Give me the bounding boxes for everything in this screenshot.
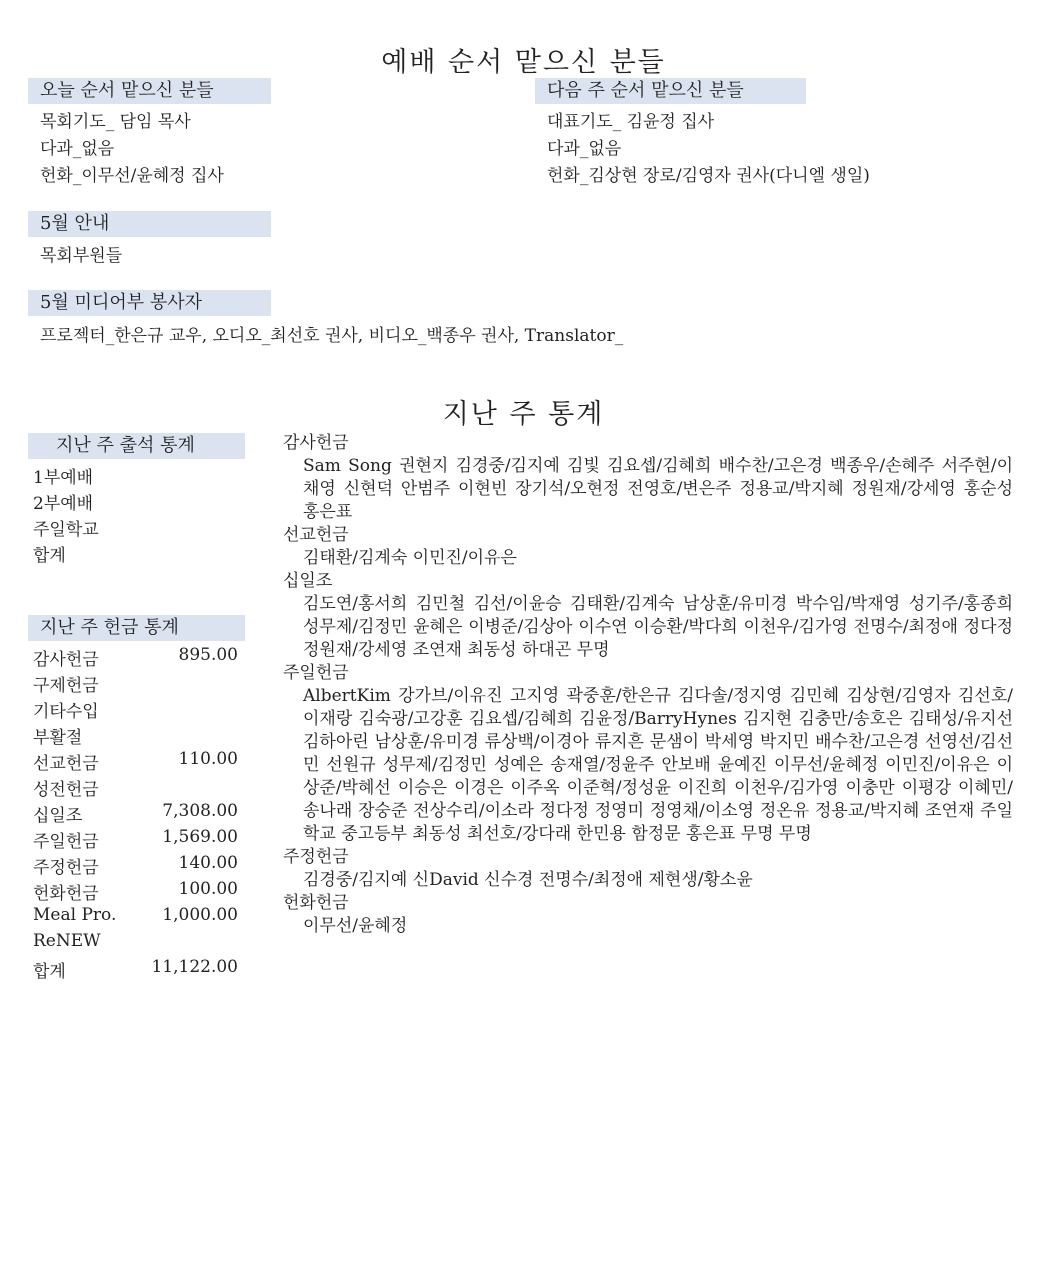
offering-row: [33, 801, 238, 827]
offering-row: [33, 697, 238, 723]
stats-title: 지난 주 통계: [442, 399, 605, 430]
donor-category-heading: 주정헌금: [283, 847, 349, 867]
offering-row: [33, 957, 238, 983]
donor-names: 김도연/홍서희 김민철 김선/이윤승 김태환/김계숙 남상훈/유미경 박수임/박재영 성기주/홍종희 성무제/김정민 윤혜은 이병준/김상아 이수연 이승환/박다희 이천우/김가영 전명수/최정애 정다정 정원재/강세영 조연재 최동성 하대곤 무명: [303, 594, 1013, 660]
donor-category-heading: 감사헌금: [283, 433, 349, 453]
offering-header: 지난 주 헌금 통계: [28, 615, 245, 641]
next-week-line-3: 헌화_김상현 장로/김영자 권사(다니엘 생일): [547, 166, 870, 186]
offering-label: 구제헌금: [33, 676, 99, 696]
next-week-line-1: 대표기도_ 김윤정 집사: [547, 112, 715, 132]
offering-value: 1,000.00: [162, 905, 238, 925]
offering-label: 기타수입: [33, 702, 99, 722]
offering-row: [33, 827, 238, 853]
offering-label: 합계: [33, 962, 66, 982]
attendance-row: 합계: [33, 546, 66, 566]
offering-label: 부활절: [33, 728, 83, 748]
offering-row: [33, 749, 238, 775]
attendance-row: 2부예배: [33, 494, 94, 514]
offering-value: 100.00: [178, 879, 238, 899]
offering-label: 십일조: [33, 806, 83, 826]
offering-value: 1,569.00: [162, 827, 238, 847]
offering-row: [33, 879, 238, 905]
offering-label: 선교헌금: [33, 754, 99, 774]
donor-names: 김태환/김계숙 이민진/이유은: [303, 548, 517, 568]
today-line-2: 다과_없음: [40, 139, 115, 159]
offering-row: [33, 645, 238, 671]
donor-category-heading: 헌화헌금: [283, 893, 349, 913]
donor-category-heading: 십일조: [283, 571, 333, 591]
offering-label: 성전헌금: [33, 780, 99, 800]
donor-names: 김경중/김지예 신David 신수경 전명수/최정애 제현생/황소윤: [303, 870, 753, 890]
attendance-header: 지난 주 출석 통계: [28, 433, 245, 459]
donor-list: [283, 432, 1013, 938]
offering-value: 7,308.00: [162, 801, 238, 821]
may-media-line-1: 프로젝터_한은규 교우, 오디오_최선호 권사, 비디오_백종우 권사, Translator_: [40, 326, 624, 346]
donor-names: 이무선/윤혜정: [303, 916, 408, 936]
next-week-header: 다음 주 순서 맡으신 분들: [535, 78, 806, 104]
may-notice-header: 5월 안내: [28, 211, 271, 237]
may-media-header: 5월 미디어부 봉사자: [28, 290, 271, 316]
offering-label: 감사헌금: [33, 650, 99, 670]
may-notice-line-1: 목회부원들: [40, 246, 123, 266]
donor-names: AlbertKim 강가브/이유진 고지영 곽중훈/한은규 김다솔/정지영 김민혜 김상현/김영자 김선호/이재랑 김숙광/고강훈 김요셉/김혜희 김윤정/BarryHynes 김지현 김충만/송호은 김태성/유지선 김하아린 남상훈/유미경 류상백/이경아 류지흔 문샘이 박세영 박지민 배수찬/고은경 선영선/김선민 선원규 성무제/김정민 성예은 송재열/정윤주 안보배 윤예진 이무선/윤혜정 이민진/이유은 이상준/박혜선 이승은 이경은 이주옥 이준혁/정성윤 이진희 이천우/김가영 이충만 이평강 이혜민/송나래 장숭준 전상수리/이소라 정다정 정영미 정영채/이소영 정온유 정용교/박지혜 조연재 주일학교 중고등부 최동성 최선호/강다래 한민용 함정문 홍은표 무명 무명: [303, 686, 1013, 844]
offering-row: [33, 853, 238, 879]
offering-row: [33, 905, 238, 931]
attendance-row: 1부예배: [33, 468, 94, 488]
offering-row: [33, 671, 238, 697]
today-line-3: 헌화_이무선/윤혜정 집사: [40, 166, 224, 186]
donor-category-heading: 주일헌금: [283, 663, 349, 683]
offering-row: [33, 931, 238, 957]
offering-row: [33, 775, 238, 801]
donor-category-heading: 선교헌금: [283, 525, 349, 545]
attendance-row: 주일학교: [33, 520, 99, 540]
offering-value: 140.00: [178, 853, 238, 873]
offering-label: 주일헌금: [33, 832, 99, 852]
offering-label: 주정헌금: [33, 858, 99, 878]
offering-value: 110.00: [178, 749, 238, 769]
donor-names: Sam Song 권현지 김경중/김지예 김빛 김요셉/김혜희 배수찬/고은경 백종우/손혜주 서주현/이채영 신현덕 안범주 이현빈 장기석/오현정 전영호/변은주 정용교/박지혜 정원재/강세영 홍순성 홍은표: [303, 456, 1013, 522]
next-week-line-2: 다과_없음: [547, 139, 622, 159]
offering-value: 895.00: [178, 645, 238, 665]
today-header: 오늘 순서 맡으신 분들: [28, 78, 271, 104]
page-title: 예배 순서 맡으신 분들: [381, 47, 666, 78]
offering-row: [33, 723, 238, 749]
offering-value: 11,122.00: [151, 957, 238, 977]
offering-label: Meal Pro.: [33, 905, 117, 925]
offering-label: ReNEW: [33, 931, 101, 951]
offering-label: 헌화헌금: [33, 884, 99, 904]
today-line-1: 목회기도_ 담임 목사: [40, 112, 191, 132]
